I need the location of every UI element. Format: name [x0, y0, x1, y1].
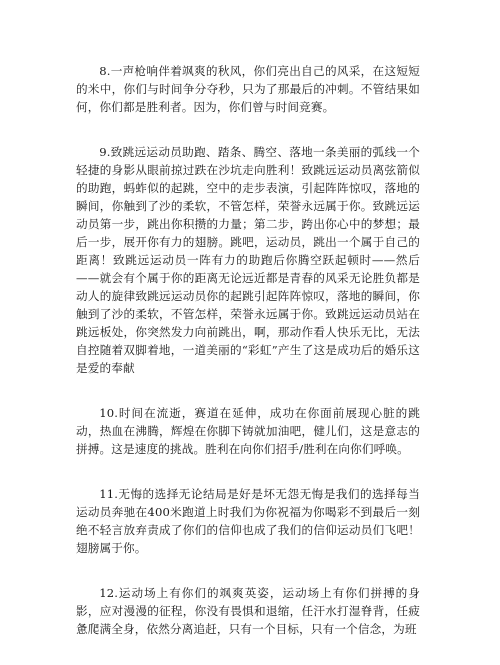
- paragraph-8: 8.一声枪响伴着飒爽的秋风，你们亮出自己的风采，在这短短的米中，你们与时间争分夺秒，只为了那最后的冲刺。不管结果如何，你们都是胜利者。因为，你们曾与时间竞赛。: [76, 64, 420, 114]
- paragraph-11: 11.无悔的选择无论结局是好是坏无怨无悔是我们的选择每当运动员奔驰在400米跑道上时我们为你祝福为你喝彩不到最后一刻绝不轻言放弃责成了你们的信仰也成了我们的信仰运动员们飞吧！翅膀属于你。: [76, 487, 420, 555]
- paragraph-12: 12.运动场上有你们的飒爽英姿，运动场上有你们拼搏的身影，应对漫漫的征程，你没有畏惧和退缩，任汗水打湿脊背，任疲惫爬满全身，依然分离追赶，只有一个目标，只有一个信念，为班: [76, 586, 420, 636]
- paragraph-10: 10.时间在流逝，赛道在延伸，成功在你面前展现心脏的跳动，热血在沸腾，辉煌在你脚下铸就加油吧，健儿们，这是意志的拼搏。这是速度的挑战。胜利在向你们招手/胜利在向你们呼唤。: [76, 406, 420, 456]
- paragraph-9: 9.致跳远运动员助跑、踏条、腾空、落地一条美丽的弧线一个轻捷的身影从眼前掠过跌在沙坑走向胜利！致跳远运动员离弦箭似的助跑，蚂蚱似的起跳，空中的走步表演，引起阵阵惊叹，落地的瞬间，你触到了沙的柔软，不管怎样，荣誉永远属于你。致跳远运动员第一步，跳出你积攒的力量；第二步，跨出你心中的梦想；最后一步，展开你有力的翅膀。跳吧，运动员，跳出一个属于自己的距离！致跳远运动员一阵有力的助跑后你腾空跃起顿时——然后——就会有个属于你的距离无论远近都是青春的风采无论胜负都是动人的旋律致跳远运动员你的起跳引起阵阵惊叹，落地的瞬间，你触到了沙的柔软，不管怎样，荣誉永远属于你。致跳远运动员站在跳远板处，你突然发力向前跳出，啊，那动作看人快乐无比，无法自控随着双脚着地，一道美丽的“彩虹”产生了这是成功后的婚乐这是爱的奉献: [76, 145, 420, 375]
- document-body: [76, 62, 420, 665]
